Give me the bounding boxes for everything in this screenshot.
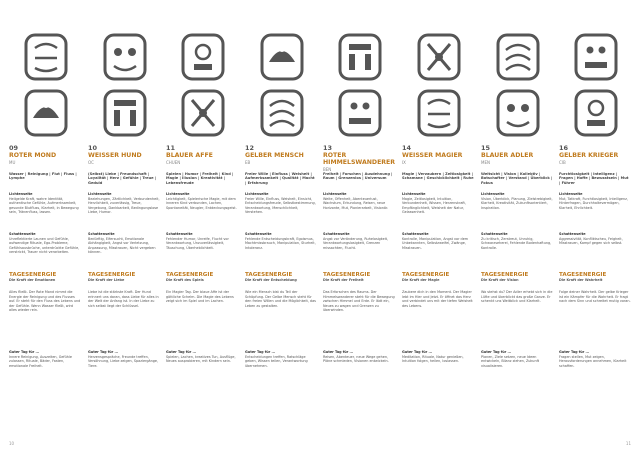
good-day-for	[559, 350, 631, 368]
day-energy-heading	[166, 272, 238, 282]
sign-name-text: GELBER KRIEGER	[559, 152, 619, 159]
day-energy-title: TAGESENERGIE	[402, 272, 450, 278]
sign-name	[245, 152, 317, 166]
shadow-side-title: Schattenseite	[88, 232, 115, 236]
light-side-title: Lichtenseite	[166, 192, 190, 196]
sign-name	[166, 152, 238, 166]
light-side	[323, 192, 395, 210]
sign-abbreviation: BEN	[323, 167, 332, 172]
good-day-for-title: Guter Tag für ...	[9, 350, 40, 354]
sign-name	[559, 152, 631, 166]
sign-number: 09	[9, 144, 19, 152]
sign-number: 13	[323, 144, 333, 152]
page-number-right: 11	[625, 441, 631, 446]
day-sign-columns	[9, 32, 631, 436]
day-energy-subtitle: Die Kraft der Liebe	[88, 278, 125, 282]
day-sign-tone-icon	[573, 88, 619, 138]
day-energy-text: Folge deiner Wahrheit. Der gelbe Krieger ist ein Kämpfer für die Wahrheit. Er fragt nach dem Sinn und schreitet mutig voran.	[559, 290, 631, 303]
day-sign-column	[9, 32, 81, 436]
light-side	[88, 192, 160, 215]
day-sign-tone-icon	[337, 88, 383, 138]
good-day-for-text: Entscheidungen treffen, Ratschläge geben, Wissen teilen, Verantwortung übernehmen.	[245, 354, 308, 368]
day-sign-glyph-icon	[573, 32, 619, 82]
sign-keywords: Furchtlosigkeit | Intelligenz | Fragen | Hoffe | Bewusstsein | Mut | Führer	[559, 172, 629, 185]
light-side-title: Lichtenseite	[402, 192, 426, 196]
day-energy-text: Wie ein Mensch bist du Teil der Schöpfung. Der Gelbe Mensch steht für den freien Willen und die Möglichkeit, das Leben zu gestalten.	[245, 290, 316, 308]
day-energy-title: TAGESENERGIE	[559, 272, 607, 278]
shadow-side-text: Unreflektierte Launen und Gefühle, aufwendige Rituale, Ego-Probleme, Gefühlsausbrüche, unterdrückte Gefühle, verstrickt, Trauer nicht verarbeiten.	[9, 236, 80, 254]
good-day-for-title: Guter Tag für ...	[402, 350, 433, 354]
day-sign-tone-icon	[416, 88, 462, 138]
day-energy-text: Zaubere dich in den Moment. Der Magier lebt im Hier und Jetzt. Er öffnet das Herz und verbindet uns mit der tiefen Weisheit des Lebens.	[402, 290, 473, 308]
day-energy-subtitle: Die Kraft der Wahrheit	[559, 278, 603, 282]
shadow-side	[402, 232, 474, 250]
sign-number: 11	[166, 144, 176, 152]
sign-number: 14	[402, 144, 412, 152]
sign-keywords: Freiheit | Forschen | Ausdehnung | Raum | Grenzenlos | Universum	[323, 172, 393, 181]
day-sign-tone-icon	[102, 88, 148, 138]
day-sign-glyph-icon	[180, 32, 226, 82]
shadow-side-title: Schattenseite	[9, 232, 36, 236]
light-side-title: Lichtenseite	[88, 192, 112, 196]
day-sign-column	[88, 32, 160, 436]
day-sign-glyph-icon	[337, 32, 383, 82]
day-sign-column	[245, 32, 317, 436]
day-sign-column	[559, 32, 631, 436]
good-day-for-title: Guter Tag für ...	[245, 350, 276, 354]
light-side	[481, 192, 553, 210]
day-sign-column	[481, 32, 553, 436]
day-energy-subtitle: Die Kraft der Emotionen	[9, 278, 56, 282]
sign-name	[481, 152, 553, 166]
day-energy-heading	[245, 272, 317, 282]
day-energy-subtitle: Die Kraft der Vision	[481, 278, 519, 282]
light-side-text: Mut, Tatkraft, Furchtlosigkeit, Intelligenz, Hinterfragen, Durchhaltevermögen, Klarheit, Ehrlichkeit.	[559, 196, 628, 210]
light-side	[245, 192, 317, 215]
good-day-for-title: Guter Tag für ...	[481, 350, 512, 354]
good-day-for-text: Fragen stellen, Mut zeigen, Herausforderungen annehmen, Klarheit schaffen.	[559, 354, 627, 368]
sign-abbreviation: IX	[402, 160, 406, 165]
day-energy-title: TAGESENERGIE	[245, 272, 293, 278]
day-energy-title: TAGESENERGIE	[323, 272, 371, 278]
sign-number: 12	[245, 144, 255, 152]
shadow-side	[88, 232, 160, 255]
sign-keywords: Magie | Verzaubern | Zeitlosigkeit | Schamane | Geschicklichkeit | Ruhe	[402, 172, 474, 181]
sign-keywords: Freier Wille | Einfluss | Weisheit | Aufmerksamkeit | Qualität | Macht | Erfahrung	[245, 172, 315, 185]
good-day-for-text: Spielen, Lachen, kreatives Tun, Ausflüge, Neues ausprobieren, mit Kindern sein.	[166, 354, 236, 363]
day-sign-glyph-icon	[259, 32, 305, 82]
sign-abbreviation: MU	[9, 160, 16, 165]
day-energy-heading	[481, 272, 553, 282]
light-side-title: Lichtenseite	[9, 192, 33, 196]
sign-name-text: BLAUER AFFE	[166, 152, 213, 159]
page-number-left: 10	[9, 441, 15, 446]
sign-number: 15	[481, 144, 491, 152]
good-day-for-text: Meditation, Rituale, Natur genießen, Intuition folgen, heilen, loslassen.	[402, 354, 464, 363]
good-day-for-title: Guter Tag für ...	[166, 350, 197, 354]
light-side-title: Lichtenseite	[481, 192, 505, 196]
light-side-text: Vision, Überblick, Planung, Zielstrebigkeit, Klarheit, Kreativität, Zukunftsorientiert, Inspiration.	[481, 196, 553, 210]
day-sign-glyph-icon	[102, 32, 148, 82]
shadow-side-title: Schattenseite	[166, 232, 193, 236]
shadow-side	[9, 232, 81, 255]
light-side-text: Heilgelde Kraft, wahre Identität, authentische Gefühle, Aufmerksamkeit, gesunde Blutfluss, Klarheit, in Bewegung sein, Tränenfluss, lassen.	[9, 196, 79, 214]
shadow-side-title: Schattenseite	[481, 232, 508, 236]
shadow-side-text: Kontrolle, Manipulation, Angst vor dem Unbekannten, Selbstzweifel, Zwänge, Misstrauen.	[402, 236, 469, 250]
day-sign-glyph-icon	[495, 32, 541, 82]
sign-name-text: WEISSER HUND	[88, 152, 142, 159]
sign-abbreviation: OC	[88, 160, 94, 165]
shadow-side-title: Schattenseite	[559, 232, 586, 236]
light-side-title: Lichtenseite	[559, 192, 583, 196]
day-energy-subtitle: Die Kraft der Magie	[402, 278, 440, 282]
shadow-side-title: Schattenseite	[402, 232, 429, 236]
sign-name-text: BLAUER ADLER	[481, 152, 534, 159]
sign-name-text: ROTER HIMMELSWANDERER	[323, 152, 395, 166]
good-day-for	[245, 350, 317, 368]
sign-name	[88, 152, 160, 166]
sign-name-text: ROTER MOND	[9, 152, 57, 159]
day-energy-subtitle: Die Kraft des Spiels	[166, 278, 204, 282]
good-day-for-text: Planen, Ziele setzen, neue Ideen entwickeln, Bilanz ziehen, Zukunft visualisieren.	[481, 354, 540, 368]
light-side-title: Lichtenseite	[245, 192, 269, 196]
day-sign-glyph-icon	[416, 32, 462, 82]
day-energy-text: Ein Magier Tag. Der blaue Affe ist der göttliche Schelm. Die Magie des Lebens zeigt sich im Spiel und im Lachen.	[166, 290, 234, 303]
good-day-for-text: Herzensgespräche, Freunde treffen, Versöhnung, Liebe zeigen, Spaziergänge, Tiere.	[88, 354, 159, 368]
light-side-text: Freier Wille, Einfluss, Weisheit, Einsicht, Entscheidungsfreude, Selbstbestimmung, Verantwortung, Menschlichkeit, Verstehen.	[245, 196, 316, 214]
sign-name	[323, 152, 395, 173]
day-energy-text: Wo stehst du? Der Adler erhebt sich in die Lüfte und überblickt das große Ganze. Er schenkt uns Weitblick und Klarheit.	[481, 290, 553, 303]
sign-name	[9, 152, 81, 166]
day-energy-text: Alles fließt. Der Rote Mond nimmt die Energie der Reinigung und des Flusses auf. Er steht für den Fluss des Lebens und der Gefühle. Wenn Wasser fließt, wird alles wieder rein.	[9, 290, 81, 312]
sign-abbreviation: EB	[245, 160, 251, 165]
sign-number: 10	[88, 144, 98, 152]
sign-keywords: Wasser | Reinigung | Flut | Fluss | Lymphe	[9, 172, 77, 181]
sign-keywords: (Selbst) Liebe | Freundschaft | Loyalität | Herz | Gefühle | Treue | Geduld	[88, 172, 157, 185]
good-day-for-title: Guter Tag für ...	[88, 350, 119, 354]
sign-abbreviation: CIB	[559, 160, 566, 165]
day-energy-heading	[88, 272, 160, 282]
light-side-text: Weite, Offenheit, Abenteuerlust, Wachstum, Erkundung, Reisen, neue Horizonte, Mut, Pionierarbeit, Visionär.	[323, 196, 389, 210]
day-energy-title: TAGESENERGIE	[88, 272, 136, 278]
good-day-for-text: Reisen, Abenteuer, neue Wege gehen, Pläne schmieden, Visionen entwickeln.	[323, 354, 389, 363]
sign-number: 16	[559, 144, 569, 152]
day-sign-glyph-icon	[23, 32, 69, 82]
day-sign-column	[323, 32, 395, 436]
day-energy-heading	[402, 272, 474, 282]
light-side	[402, 192, 474, 215]
day-energy-text: Liebe ist die stärkste Kraft. Der Hund erinnert uns daran, dass Liebe für alles in der Welt der Anfang ist. In der Liebe zu sich selbst liegt der Schlüssel.	[88, 290, 159, 308]
day-energy-text: Das Erforschen des Raums. Der Himmelswanderer steht für die Bewegung zwischen Himmel und Erde. Er lädt ein, Neues zu wagen und Grenzen zu überwinden.	[323, 290, 395, 312]
sign-keywords: Weitsicht | Vision | Kollektiv | Botschafter | Verstand | Überblick | Fokus	[481, 172, 553, 185]
good-day-for	[88, 350, 160, 368]
good-day-for	[166, 350, 238, 364]
good-day-for	[481, 350, 553, 368]
light-side-title: Lichtenseite	[323, 192, 347, 196]
day-energy-subtitle: Die Kraft der Freiheit	[323, 278, 364, 282]
sign-abbreviation: CHUEN	[166, 160, 181, 165]
light-side	[559, 192, 631, 210]
sign-name-text: WEISSER MAGIER	[402, 152, 463, 159]
day-energy-heading	[559, 272, 631, 282]
day-sign-column	[166, 32, 238, 436]
day-sign-column	[402, 32, 474, 436]
shadow-side-text: Bedürftig, Eifersucht, Emotionale Abhängigkeit, Angst vor Verletzung, Anpassung, Misstrauen, Nicht vergeben können.	[88, 236, 156, 254]
good-day-for	[402, 350, 474, 364]
good-day-for-text: Innere Reinigung, Auszeiten, Gefühle zulassen, Rituale, Bäder, Fasten, emotionale Freiheit.	[9, 354, 72, 368]
shadow-side	[559, 232, 631, 246]
sign-name	[402, 152, 474, 166]
day-energy-heading	[9, 272, 81, 282]
day-energy-subtitle: Die Kraft der Entscheidung	[245, 278, 297, 282]
sign-abbreviation: MEN	[481, 160, 490, 165]
shadow-side-title: Schattenseite	[245, 232, 272, 236]
day-energy-title: TAGESENERGIE	[481, 272, 529, 278]
day-energy-title: TAGESENERGIE	[166, 272, 214, 278]
shadow-side	[245, 232, 317, 250]
good-day-for	[9, 350, 81, 368]
shadow-side-text: Aggressivität, Konfliktscheu, Feigheit, Misstrauen, Kampf gegen sich selbst.	[559, 236, 623, 245]
day-sign-tone-icon	[23, 88, 69, 138]
good-day-for	[323, 350, 395, 364]
day-sign-tone-icon	[180, 88, 226, 138]
sign-name-text: GELBER MENSCH	[245, 152, 304, 159]
good-day-for-title: Guter Tag für ...	[323, 350, 354, 354]
light-side	[9, 192, 81, 215]
sign-keywords: Spielen | Humor | Freiheit | Kind | Magie | Illusion | Kreativität | Lebensfreude	[166, 172, 234, 185]
shadow-side-text: Zu kritisch, Zerstreut, Unruhig, Schwarzseherei, Fehlende Bodenhaftung, Kontrolle.	[481, 236, 552, 250]
shadow-side-text: Fehlende Entscheidungskraft, Egoismus, Machtmissbrauch, Manipulation, Sturheit, Intoleranz.	[245, 236, 316, 250]
shadow-side	[323, 232, 395, 250]
shadow-side-text: Angst vor Veränderung, Ruhelosigkeit, Verantwortungslosigkeit, Grenzen missachten, Flucht.	[323, 236, 389, 250]
day-sign-tone-icon	[259, 88, 305, 138]
day-energy-title: TAGESENERGIE	[9, 272, 57, 278]
light-side	[166, 192, 238, 210]
shadow-side-title: Schattenseite	[323, 232, 350, 236]
light-side-text: Magie, Zeitlosigkeit, Intuition, Verbundenheit, Wissen, Herzenskraft, Empfänglichkeit, Weisheit der Natur, Gelassenheit.	[402, 196, 466, 214]
day-energy-heading	[323, 272, 395, 282]
good-day-for-title: Guter Tag für ...	[559, 350, 590, 354]
light-side-text: Leichtigkeit, Spielerische Magie, mit dem inneren Kind verbunden, Lachen, Spontaneität, Neugier, Entdeckungsgeist.	[166, 196, 237, 210]
shadow-side-text: Fehlender Humor, Unreife, Flucht vor Verantwortung, Unzuverlässigkeit, Täuschung, Überheblichkeit.	[166, 236, 229, 250]
day-sign-tone-icon	[495, 88, 541, 138]
shadow-side	[166, 232, 238, 250]
shadow-side	[481, 232, 553, 250]
light-side-text: Beziehungen, Zärtlichkeit, Verbundenheit, Herzlichkeit, zuverlässig, Treue, Vergebung, Dankbarkeit, Bedingungslose Liebe, Humor.	[88, 196, 160, 214]
